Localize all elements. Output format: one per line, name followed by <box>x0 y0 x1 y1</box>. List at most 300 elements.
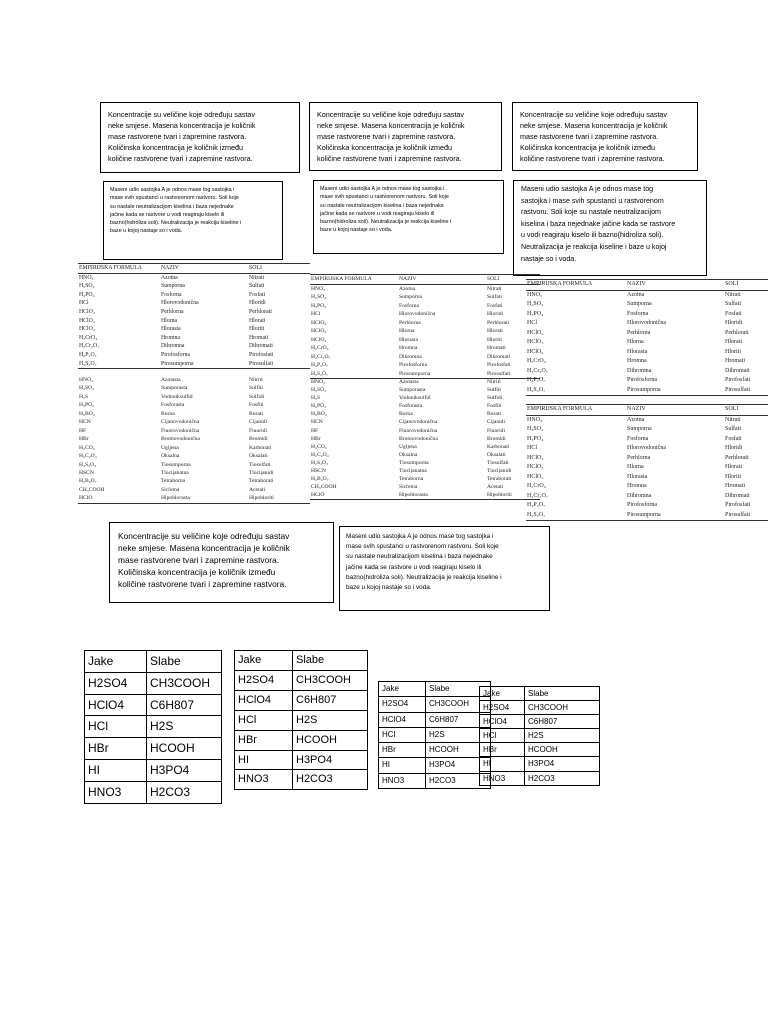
column-header: NAZIV <box>626 280 724 291</box>
table-row <box>78 486 310 494</box>
table-row <box>310 353 540 362</box>
table-row <box>526 329 768 339</box>
table-cell: HNO₃ <box>79 274 94 281</box>
table-cell: H₃PO₄ <box>527 435 544 442</box>
table-cell: H₂Cr₂O₇ <box>527 367 548 374</box>
table-cell: Cijanidi <box>487 419 506 426</box>
table-cell: H₂SO₄ <box>527 301 544 307</box>
table-row <box>379 697 491 712</box>
table-cell: Hromna <box>627 483 647 489</box>
table-row <box>526 425 768 435</box>
table-cell: Azotasta <box>399 379 419 385</box>
table-cell: HCOOH <box>293 730 368 750</box>
table-cell: Tiosumporna <box>399 459 429 466</box>
table-cell: HClO₂ <box>79 326 95 333</box>
table-row <box>78 469 310 477</box>
table-cell: Borna <box>399 411 413 418</box>
table-cell: Sumporasta <box>161 385 188 392</box>
table-cell: H₂C₂O₄ <box>79 453 97 460</box>
table-cell: H3PO4 <box>147 759 222 781</box>
table-cell: Dihromna <box>627 492 652 499</box>
table-cell: Hromati <box>249 334 269 341</box>
table-cell: Cijanovodonična <box>161 419 200 426</box>
table-cell: HI <box>379 758 426 773</box>
table-cell: Fosfati <box>249 291 266 298</box>
table-cell: Dihromati <box>487 353 510 360</box>
table-row <box>310 302 540 311</box>
table-cell: H₂CO₃ <box>79 444 95 451</box>
table-row <box>379 758 491 773</box>
table-cell: HF <box>79 427 87 434</box>
table-row <box>85 781 222 803</box>
table-cell: Hromna <box>627 358 647 364</box>
table-header-row <box>310 275 540 285</box>
paragraph: Maseni udio sastojka A je odnos mase tog sastojka i mase svih spustanci u rastvorenom rastvoru. Soli koje su nastale neutralizacijom kiselina i baza nejednake jačine kada se rastvore u vodi reagiraju kiselo ili bazno(hidroliza soli). Neutralizacija je reakcija kiseline i baze u kojoj nastaje so i voda. <box>346 533 502 592</box>
strong-weak-acids-table-3 <box>378 681 491 789</box>
table-cell: Perhlorna <box>161 308 184 315</box>
table-cell: Dihromati <box>249 343 273 350</box>
table-cell: Cijanovodonična <box>399 419 438 426</box>
table-cell: H3PO4 <box>426 758 491 773</box>
table-row <box>310 418 540 426</box>
table-cell: H₂S₂O₃ <box>79 461 97 468</box>
table-cell: HClO <box>310 491 398 500</box>
table-cell: HClO₃ <box>527 339 544 345</box>
table-row <box>379 773 491 788</box>
table-cell: Tiosumporna <box>161 461 191 468</box>
table-row <box>526 348 768 358</box>
table-cell: Perhlorna <box>399 319 421 326</box>
table-row <box>78 308 310 317</box>
table-cell: Hloridi <box>487 311 504 317</box>
table-row <box>526 367 768 377</box>
table-cell: HI <box>85 759 147 781</box>
table-cell: HCOOH <box>525 743 600 757</box>
table-cell: Hloriti <box>725 348 741 355</box>
table-cell: Oksalati <box>487 451 506 458</box>
table-header-row <box>526 405 768 416</box>
table-row <box>310 293 540 302</box>
table-cell: CH₃COOH <box>311 484 337 491</box>
table-cell: Fluorovodonična <box>399 427 438 434</box>
table-row <box>310 386 540 394</box>
table-cell: Pirofosfati <box>487 362 511 368</box>
table-cell: Sulfati <box>249 283 265 290</box>
table-cell: Hromna <box>399 345 418 351</box>
paragraph: Koncentracije su veličine koje određuju sastav neke smjese. Masena koncentracija je količnik mase rastvorene tvari i zapremine rastvora. Količinska koncentracija je količnik između količine rastvorene tvari i zapremine rastvora. <box>317 110 465 163</box>
table-cell: Fluorovodonična <box>161 427 200 434</box>
table-row <box>310 336 540 345</box>
paragraph: Maseni udio sastojka A je odnos mase tog sastojka i mase svih spustanci u rastvorenom rastvoru. Soli koje su nastale neutralizacijom kiselina i baza nejednake jačine kada se rastvore u vodi reagiraju kiselo ili bazno(hidroliza soli). Neutralizacija je reakcija kiseline i baze u kojoj nastaje so i voda. <box>521 185 676 263</box>
table-cell: HCN <box>311 419 323 426</box>
table-row <box>235 750 368 770</box>
table-cell: H₃PO₄ <box>311 302 327 309</box>
table-cell: Hlorasta <box>161 326 181 333</box>
table-cell: HNO3 <box>379 773 426 788</box>
table-cell: Tiocijanatna <box>399 468 427 475</box>
table-cell: Hromna <box>161 334 180 341</box>
column-header: Jake <box>235 651 293 671</box>
table-cell: H₂S <box>311 395 321 402</box>
table-cell: HClO₄ <box>527 329 544 336</box>
table-cell: Hlorati <box>249 317 266 324</box>
table-cell: Hlorovodonična <box>399 311 436 317</box>
table-cell: Hipohloriti <box>248 494 310 503</box>
table-cell: HI <box>480 757 525 771</box>
table-cell: H₂S₂O₇ <box>310 370 398 379</box>
table-cell: HNO₂ <box>79 377 94 383</box>
table-cell: HCl <box>235 710 293 730</box>
table-cell: Pirofosfati <box>725 377 751 383</box>
table-cell: HClO₂ <box>527 348 544 355</box>
table-row <box>78 477 310 485</box>
table-cell: Sulfati <box>725 426 741 432</box>
table-cell: Borati <box>487 411 501 418</box>
table-row <box>526 435 768 445</box>
table-row <box>480 743 600 757</box>
table-cell: HClO₄ <box>527 454 544 461</box>
table-cell: H₃PO₃ <box>79 402 95 409</box>
paragraph: Koncentracije su veličine koje određuju sastav neke smjese. Masena koncentracija je količnik mase rastvorene tvari i zapremine rastvora. Količinska koncentracija je količnik između količine rastvorene tvari i zapremine rastvora. <box>118 531 290 590</box>
table-cell: HClO₄ <box>79 308 95 315</box>
table-row <box>235 670 368 690</box>
column-header: SOLI <box>248 264 310 274</box>
table-row <box>526 386 768 396</box>
table-row <box>235 770 368 790</box>
table-header-row <box>480 687 600 701</box>
table-row <box>526 473 768 483</box>
table-row <box>310 491 540 500</box>
table-row <box>78 427 310 435</box>
table-cell: Hlorasta <box>627 473 648 480</box>
table-cell: Pirosumporna <box>626 386 724 396</box>
table-row <box>310 427 540 435</box>
table-cell: Fosforasta <box>399 403 423 410</box>
table-header-row <box>78 264 310 274</box>
column-header: SOLI <box>724 405 768 416</box>
table-cell: H₄P₂O₇ <box>79 351 97 358</box>
table-cell: Tiocijanidi <box>249 469 274 476</box>
text-box-maseni-udio-3 <box>513 180 707 276</box>
table-cell: Dihromna <box>399 353 422 360</box>
acid-table-2a <box>310 274 540 379</box>
table-cell: HBr <box>480 743 525 757</box>
table-cell: HNO₃ <box>311 285 326 292</box>
table-cell: Tiosulfati <box>487 459 509 466</box>
table-cell: Sulfati <box>725 301 741 307</box>
table-cell: Acetati <box>249 486 266 493</box>
table-row <box>480 729 600 743</box>
table-cell: H3PO4 <box>525 757 600 771</box>
table-cell: Hromati <box>725 483 745 489</box>
table-cell: Pirosulfati <box>724 386 768 396</box>
table-row <box>526 319 768 329</box>
table-cell: Pirosumporna <box>398 370 486 379</box>
table-cell: H₂C₂O₄ <box>311 451 329 458</box>
table-row <box>78 435 310 443</box>
table-row <box>78 342 310 351</box>
table-row <box>78 444 310 452</box>
table-row <box>78 461 310 469</box>
table-cell: Fosfati <box>725 435 742 442</box>
table-cell: Tetraborati <box>249 478 274 485</box>
table-cell: H₂S <box>79 393 89 400</box>
table-cell: Hlorasta <box>399 336 418 343</box>
column-header: EMPIRIJSKA FORMULA <box>526 405 626 416</box>
table-cell: HCOOH <box>426 743 491 758</box>
table-row <box>78 393 310 401</box>
table-row <box>526 338 768 348</box>
table-cell: Sulfati <box>487 294 502 300</box>
table-cell: Karbonati <box>249 444 272 451</box>
table-header-row <box>85 651 222 673</box>
table-cell: H₃BO₃ <box>311 411 327 418</box>
table-cell: Pirosulfati <box>724 511 768 521</box>
table-cell: Bromidi <box>249 436 268 443</box>
table-cell: Fosfiti <box>487 403 502 410</box>
acid-table-3b <box>526 404 768 521</box>
table-row <box>310 361 540 370</box>
table-row <box>310 410 540 418</box>
table-cell: Hipohloriti <box>486 491 540 500</box>
table-cell: Hloridi <box>249 300 266 307</box>
table-cell: HNO₂ <box>311 379 326 385</box>
table-cell: Perhlorna <box>627 454 651 461</box>
table-row <box>310 467 540 475</box>
table-row <box>310 284 540 293</box>
table-cell: Pirofosforna <box>399 362 427 368</box>
table-cell: H₂Cr₂O₇ <box>311 353 331 360</box>
table-row <box>85 672 222 694</box>
table-row <box>526 415 768 425</box>
column-header: SOLI <box>486 275 540 285</box>
table-row <box>526 357 768 367</box>
table-cell: Fosfati <box>487 302 503 309</box>
table-row <box>78 418 310 426</box>
table-row <box>78 325 310 334</box>
table-row <box>85 716 222 738</box>
table-cell: Azotna <box>161 274 178 281</box>
table-row <box>379 743 491 758</box>
table-cell: H2CO3 <box>525 771 600 785</box>
table-cell: CH3COOH <box>525 701 600 715</box>
table-cell: H₃PO₃ <box>311 403 327 410</box>
column-header: EMPIRIJSKA FORMULA <box>526 280 626 291</box>
table-cell: H2S <box>426 727 491 742</box>
table-row <box>310 435 540 443</box>
table-cell: Nitrati <box>725 416 741 423</box>
table-row <box>480 715 600 729</box>
column-header: Slabe <box>147 651 222 673</box>
text-box-maseni-udio-1 <box>103 181 283 260</box>
column-header: Slabe <box>525 687 600 701</box>
table-cell: HCl <box>527 320 538 326</box>
table-row <box>526 511 768 521</box>
table-cell: Oksalna <box>399 451 418 458</box>
table-cell: Hloriti <box>487 336 502 343</box>
table-cell: C6H807 <box>426 712 491 727</box>
table-header-row <box>235 651 368 671</box>
table-cell: HNO3 <box>480 771 525 785</box>
table-row <box>85 759 222 781</box>
paragraph: Koncentracije su veličine koje određuju sastav neke smjese. Masena koncentracija je količnik mase rastvorene tvari i zapremine rastvora. Količinska koncentracija je količnik između količine rastvorene tvari i zapremine rastvora. <box>520 110 668 163</box>
table-cell: Hlorati <box>487 328 503 334</box>
table-cell: Tiosulfati <box>249 461 271 468</box>
column-header: SOLI <box>724 280 768 291</box>
table-cell: H2S <box>293 710 368 730</box>
table-cell: Tetraborna <box>399 476 424 483</box>
table-cell: Ugljena <box>161 444 179 451</box>
table-row <box>526 492 768 502</box>
table-cell: CH₃COOH <box>79 486 105 493</box>
table-cell: H₂SO₄ <box>79 283 95 290</box>
table-cell: Sumporna <box>627 301 652 307</box>
table-cell: Sumporasta <box>399 387 426 394</box>
table-cell: HClO4 <box>379 712 426 727</box>
table-cell: Oksalna <box>161 453 180 460</box>
table-cell: Perhlorati <box>725 329 749 336</box>
table-cell: Sulfidi <box>487 395 503 402</box>
table-row <box>235 710 368 730</box>
table-cell: HCl <box>85 716 147 738</box>
paragraph: Koncentracije su veličine koje određuju sastav neke smjese. Masena koncentracija je količnik mase rastvorene tvari i zapremine rastvora. Količinska koncentracija je količnik između količine rastvorene tvari i zapremine rastvora. <box>108 110 256 163</box>
table-cell: H2SO4 <box>85 672 147 694</box>
table-row <box>235 690 368 710</box>
table-cell: Hipohlorasta <box>398 491 486 500</box>
table-cell: HBr <box>379 743 426 758</box>
table-row <box>310 310 540 319</box>
table-row <box>235 730 368 750</box>
table-row <box>526 310 768 320</box>
table-row <box>526 463 768 473</box>
table-cell: HClO₃ <box>79 317 95 324</box>
table-cell: HI <box>235 750 293 770</box>
table-cell: Tiocijanatna <box>161 469 189 476</box>
table-row <box>78 282 310 291</box>
table-cell: Tetraborati <box>487 476 512 483</box>
strong-weak-acids-table-4 <box>479 686 600 786</box>
strong-weak-acids-table-1 <box>84 650 222 804</box>
table-cell: Tetraborna <box>161 478 186 485</box>
table-cell: Hlorati <box>725 464 742 470</box>
table-cell: Fosforna <box>627 435 649 442</box>
table-cell: Fosforna <box>627 310 649 317</box>
table-row <box>78 291 310 300</box>
table-cell: Perhlorati <box>249 308 272 315</box>
table-cell: HClO₂ <box>527 473 544 480</box>
table-cell: HCl <box>480 729 525 743</box>
table-cell: H2S <box>147 716 222 738</box>
table-cell: Pirofosforna <box>161 351 190 358</box>
table-cell: H₂S₂O₃ <box>311 459 329 466</box>
table-row <box>310 327 540 336</box>
table-cell: Pirofosforna <box>627 377 657 383</box>
table-cell: Fosfati <box>725 310 742 317</box>
table-cell: Pirofosfati <box>249 351 274 358</box>
table-cell: HClO4 <box>235 690 293 710</box>
table-cell: H₂SO₃ <box>79 385 95 392</box>
table-cell: Perhlorna <box>627 329 651 336</box>
text-box-koncentracije-3 <box>512 102 698 171</box>
table-row <box>310 451 540 459</box>
table-cell: HClO₄ <box>311 319 327 326</box>
table-cell: Sulfidi <box>249 393 265 400</box>
table-cell: Sirćetna <box>399 484 418 491</box>
table-cell: Dihromati <box>725 492 750 499</box>
table-cell: Borati <box>249 410 263 417</box>
table-cell: Perhlorati <box>725 454 749 461</box>
table-cell: Bromidi <box>487 435 506 442</box>
table-cell: Karbonati <box>487 443 510 450</box>
table-cell: Pirosumporna <box>626 511 724 521</box>
table-row <box>78 384 310 392</box>
table-cell: Azotna <box>399 285 416 292</box>
table-cell: Hromati <box>725 358 745 364</box>
table-cell: H₂CrO₄ <box>527 483 546 489</box>
table-cell: HClO₃ <box>527 464 544 470</box>
table-cell: H2SO4 <box>379 697 426 712</box>
table-cell: Dihromati <box>725 367 750 374</box>
table-cell: Fosfiti <box>249 402 264 409</box>
table-cell: Pirosulfati <box>248 360 310 369</box>
table-cell: H2CO3 <box>147 781 222 803</box>
table-cell: Nitriti <box>249 377 263 383</box>
table-cell: Hlorasta <box>627 348 648 355</box>
table-cell: HSCN <box>79 469 94 476</box>
table-cell: Nitrati <box>249 274 265 281</box>
table-cell: HClO₂ <box>311 336 327 343</box>
table-cell: Sirćetna <box>161 486 180 493</box>
table-cell: Fosforna <box>161 291 182 298</box>
table-cell: H₃BO₃ <box>79 410 95 417</box>
table-cell: Hlorna <box>161 317 178 324</box>
table-cell: C6H807 <box>525 715 600 729</box>
table-cell: Sumporna <box>161 283 185 290</box>
table-cell: HBr <box>235 730 293 750</box>
table-cell: Fluoridi <box>249 427 268 434</box>
table-row <box>78 452 310 460</box>
table-row <box>526 454 768 464</box>
table-cell: Sumporna <box>399 294 422 300</box>
acid-table-2b <box>310 378 540 500</box>
table-cell: H₂CrO₄ <box>311 345 329 351</box>
acid-table-1a <box>78 263 310 369</box>
column-header: NAZIV <box>160 264 248 274</box>
table-cell: H2S <box>525 729 600 743</box>
column-header: Jake <box>379 682 426 697</box>
table-row <box>78 401 310 409</box>
table-row <box>310 483 540 491</box>
table-cell: Acetati <box>487 484 504 491</box>
table-cell: H₂SO₄ <box>311 294 327 300</box>
text-box-maseni-udio-4 <box>339 526 550 611</box>
table-row <box>310 443 540 451</box>
table-cell: H₂Cr₂O₇ <box>79 343 100 350</box>
table-cell: H₃PO₄ <box>79 291 95 298</box>
table-row <box>78 317 310 326</box>
table-row <box>310 402 540 410</box>
table-cell: Fosforna <box>399 302 419 309</box>
table-cell: Azotna <box>627 416 645 423</box>
column-header: Slabe <box>426 682 491 697</box>
strong-weak-acids-table-2 <box>234 650 368 790</box>
table-cell: HBr <box>85 738 147 760</box>
table-cell: H₂S₂O₇ <box>526 386 626 396</box>
table-cell: Hloriti <box>725 473 741 480</box>
table-row <box>310 459 540 467</box>
column-header: EMPIRIJSKA FORMULA <box>310 275 398 285</box>
table-cell: H₂B₄O₇ <box>79 478 97 485</box>
